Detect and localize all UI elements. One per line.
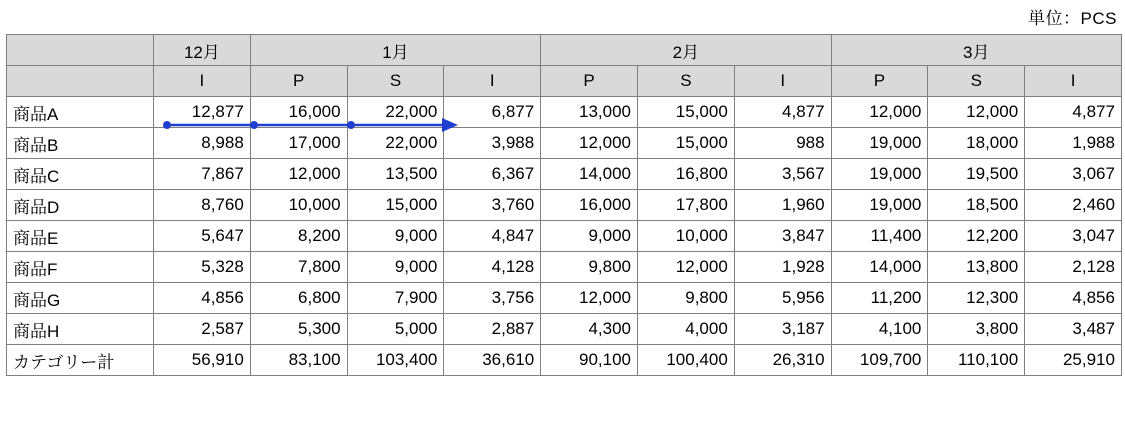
cell: 9,800 — [541, 252, 638, 283]
table-row — [7, 221, 1122, 252]
cell: 36,610 — [444, 345, 541, 376]
inventory-table — [6, 34, 1122, 376]
header-sub-2: P — [250, 66, 347, 97]
cell: 16,800 — [637, 159, 734, 190]
cell: 110,100 — [928, 345, 1025, 376]
cell: 2,587 — [154, 314, 251, 345]
inventory-table-wrapper — [6, 34, 1119, 376]
cell: 109,700 — [831, 345, 928, 376]
table-row — [7, 252, 1122, 283]
cell: 19,500 — [928, 159, 1025, 190]
row-label: 商品D — [7, 190, 154, 221]
cell: 1,988 — [1025, 128, 1122, 159]
row-label: 商品B — [7, 128, 154, 159]
cell: 15,000 — [637, 128, 734, 159]
cell: 12,000 — [831, 97, 928, 128]
cell: 9,000 — [347, 221, 444, 252]
cell: 10,000 — [250, 190, 347, 221]
cell: 17,000 — [250, 128, 347, 159]
table-row-total — [7, 345, 1122, 376]
cell: 6,800 — [250, 283, 347, 314]
cell: 19,000 — [831, 159, 928, 190]
cell: 12,000 — [928, 97, 1025, 128]
cell: 5,647 — [154, 221, 251, 252]
cell: 100,400 — [637, 345, 734, 376]
cell: 12,300 — [928, 283, 1025, 314]
cell: 2,128 — [1025, 252, 1122, 283]
table-row — [7, 128, 1122, 159]
cell: 4,856 — [1025, 283, 1122, 314]
cell: 3,847 — [734, 221, 831, 252]
cell: 13,800 — [928, 252, 1025, 283]
cell: 4,856 — [154, 283, 251, 314]
header-month-2: 2月 — [541, 35, 831, 66]
cell: 3,567 — [734, 159, 831, 190]
cell: 56,910 — [154, 345, 251, 376]
cell: 5,300 — [250, 314, 347, 345]
cell: 5,956 — [734, 283, 831, 314]
row-label: 商品A — [7, 97, 154, 128]
cell: 83,100 — [250, 345, 347, 376]
cell: 1,928 — [734, 252, 831, 283]
cell: 90,100 — [541, 345, 638, 376]
cell: 22,000 — [347, 128, 444, 159]
table-row — [7, 159, 1122, 190]
cell: 3,487 — [1025, 314, 1122, 345]
unit-label: 単位：PCS — [1028, 9, 1117, 28]
cell: 12,000 — [637, 252, 734, 283]
cell: 9,000 — [347, 252, 444, 283]
row-label: カテゴリー計 — [7, 345, 154, 376]
cell: 11,400 — [831, 221, 928, 252]
cell: 15,000 — [347, 190, 444, 221]
row-label: 商品E — [7, 221, 154, 252]
cell: 4,000 — [637, 314, 734, 345]
cell: 19,000 — [831, 128, 928, 159]
cell: 3,800 — [928, 314, 1025, 345]
cell: 12,000 — [541, 283, 638, 314]
cell: 18,500 — [928, 190, 1025, 221]
cell: 9,800 — [637, 283, 734, 314]
cell: 22,000 — [347, 97, 444, 128]
cell: 9,000 — [541, 221, 638, 252]
cell: 13,500 — [347, 159, 444, 190]
header-sub-8: P — [831, 66, 928, 97]
cell: 3,988 — [444, 128, 541, 159]
row-label: 商品C — [7, 159, 154, 190]
header-corner-cell — [7, 35, 154, 66]
cell: 5,000 — [347, 314, 444, 345]
cell: 988 — [734, 128, 831, 159]
table-row — [7, 97, 1122, 128]
cell: 18,000 — [928, 128, 1025, 159]
cell: 10,000 — [637, 221, 734, 252]
cell: 26,310 — [734, 345, 831, 376]
header-sub-3: S — [347, 66, 444, 97]
cell: 13,000 — [541, 97, 638, 128]
row-label: 商品G — [7, 283, 154, 314]
header-month-3: 3月 — [831, 35, 1121, 66]
cell: 8,760 — [154, 190, 251, 221]
row-label: 商品H — [7, 314, 154, 345]
header-month-12: 12月 — [154, 35, 251, 66]
table-row — [7, 190, 1122, 221]
cell: 6,877 — [444, 97, 541, 128]
cell: 12,000 — [541, 128, 638, 159]
cell: 3,067 — [1025, 159, 1122, 190]
cell: 4,877 — [734, 97, 831, 128]
cell: 4,300 — [541, 314, 638, 345]
table-header-months — [7, 35, 1122, 66]
cell: 4,847 — [444, 221, 541, 252]
header-sub-10: I — [1025, 66, 1122, 97]
cell: 103,400 — [347, 345, 444, 376]
table-header-psi — [7, 66, 1122, 97]
cell: 4,877 — [1025, 97, 1122, 128]
header-month-1: 1月 — [250, 35, 540, 66]
cell: 7,900 — [347, 283, 444, 314]
cell: 1,960 — [734, 190, 831, 221]
cell: 12,200 — [928, 221, 1025, 252]
cell: 2,887 — [444, 314, 541, 345]
header-sub-5: P — [541, 66, 638, 97]
cell: 15,000 — [637, 97, 734, 128]
header-sub-7: I — [734, 66, 831, 97]
header-sub-9: S — [928, 66, 1025, 97]
header-sub-4: I — [444, 66, 541, 97]
cell: 16,000 — [541, 190, 638, 221]
cell: 7,867 — [154, 159, 251, 190]
cell: 3,756 — [444, 283, 541, 314]
cell: 11,200 — [831, 283, 928, 314]
cell: 17,800 — [637, 190, 734, 221]
header-sub-1: I — [154, 66, 251, 97]
row-label: 商品F — [7, 252, 154, 283]
table-row — [7, 314, 1122, 345]
cell: 5,328 — [154, 252, 251, 283]
cell: 3,187 — [734, 314, 831, 345]
cell: 3,760 — [444, 190, 541, 221]
cell: 12,000 — [250, 159, 347, 190]
cell: 8,200 — [250, 221, 347, 252]
cell: 2,460 — [1025, 190, 1122, 221]
cell: 14,000 — [541, 159, 638, 190]
cell: 16,000 — [250, 97, 347, 128]
cell: 19,000 — [831, 190, 928, 221]
cell: 4,128 — [444, 252, 541, 283]
header-sub-6: S — [637, 66, 734, 97]
table-row — [7, 283, 1122, 314]
cell: 4,100 — [831, 314, 928, 345]
cell: 12,877 — [154, 97, 251, 128]
cell: 14,000 — [831, 252, 928, 283]
cell: 8,988 — [154, 128, 251, 159]
header-sub-0 — [7, 66, 154, 97]
cell: 7,800 — [250, 252, 347, 283]
cell: 25,910 — [1025, 345, 1122, 376]
cell: 3,047 — [1025, 221, 1122, 252]
cell: 6,367 — [444, 159, 541, 190]
